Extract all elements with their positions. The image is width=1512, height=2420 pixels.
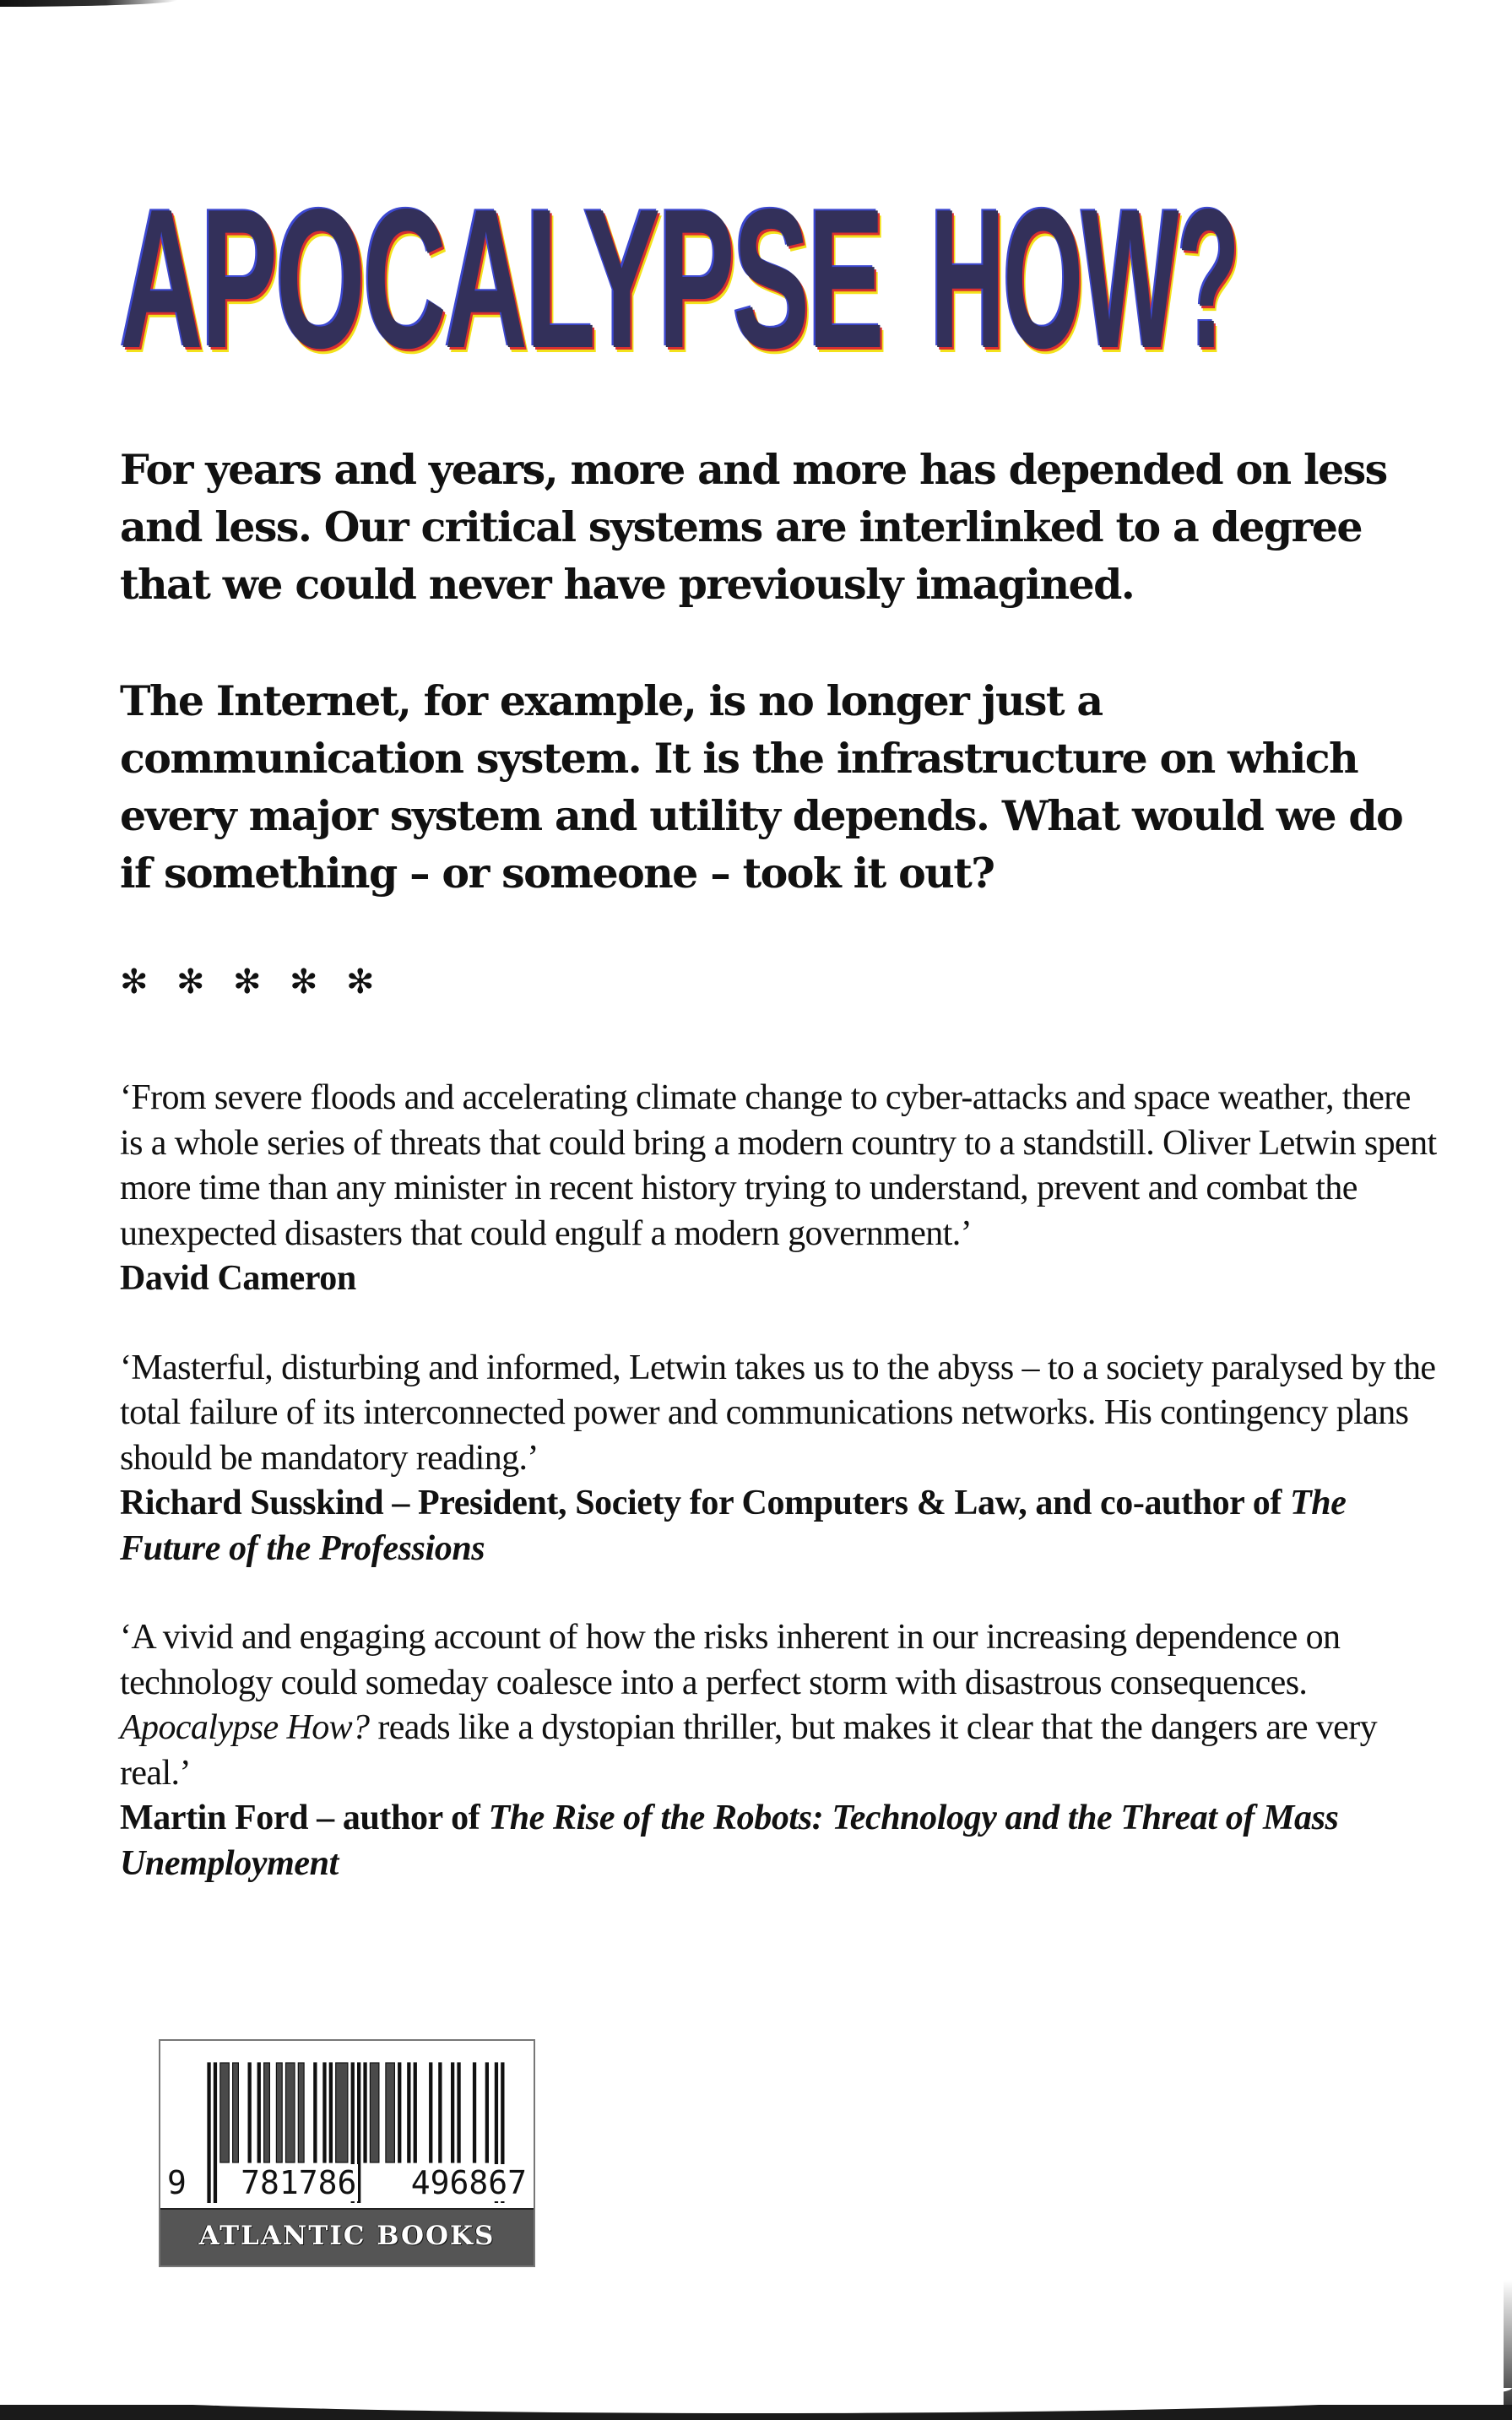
barcode-left-digits: 781786 (241, 2164, 357, 2201)
barcode-bar (248, 2063, 251, 2162)
back-cover-text-column (120, 441, 1437, 1886)
italic-title: Apocalypse How? (120, 1708, 370, 1747)
barcode-bar (276, 2063, 282, 2162)
barcode-bar (439, 2063, 442, 2162)
barcode-bar (452, 2063, 454, 2162)
intro-paragraph-2: The Internet, for example, is no longer just a communication system. It is the infrastructure on which every major system and utility depends. What would we do if something – or someone – took it out? (120, 676, 1403, 898)
barcode-bar (323, 2063, 326, 2162)
barcode-bar (257, 2063, 260, 2162)
barcode-bar (414, 2063, 416, 2162)
barcode-bar (485, 2063, 488, 2162)
isbn-barcode (159, 2039, 535, 2267)
page-edge-right (1504, 2280, 1512, 2420)
barcode-bar (233, 2063, 239, 2162)
barcode-bar (329, 2063, 332, 2162)
title-word-how: HOW? (930, 167, 1238, 389)
text-segment: ‘From severe floods and accelerating climate change to cyber-attacks and space weather, there is a whole series of threats that could bring a modern country to a standstill. Oliver Letwin spent more time than any minister in recent history trying to understand, prevent and combat the unexpected disasters that could engulf a modern government.’ (120, 1078, 1437, 1253)
asterisk-icon: ✻ (290, 963, 318, 1001)
barcode-bar (386, 2063, 395, 2162)
text-segment: Richard Susskind – President, Society for Computers & Law, and co-author of (120, 1484, 1291, 1522)
review-quote-ford (120, 1615, 1437, 1886)
page-edge-top (0, 0, 177, 7)
barcode-bar (286, 2063, 295, 2162)
text-segment: ‘A vivid and engaging account of how the risks inherent in our increasing dependence on technology could someday coalesce into a perfect storm with disastrous consequences. (120, 1618, 1341, 1702)
text-segment: reads like a dystopian thriller, but makes it clear that the dangers are very real.’ (120, 1708, 1378, 1793)
italic-title: The Future of the Professions (120, 1484, 1347, 1568)
asterisk-icon: ✻ (176, 963, 205, 1001)
barcode-lead-digit: 9 (167, 2164, 187, 2201)
barcode-bar (264, 2063, 270, 2162)
barcode-bar (458, 2063, 460, 2162)
barcode-bar (430, 2063, 432, 2162)
quote-attribution (120, 1256, 1437, 1302)
publisher-name: ATLANTIC BOOKS (160, 2208, 534, 2265)
barcode-bar (408, 2063, 410, 2162)
asterisk-icon: ✻ (233, 963, 262, 1001)
barcode-bar (336, 2063, 348, 2162)
section-separator (120, 961, 1437, 1003)
quote-attribution (120, 1481, 1437, 1571)
barcode-bar (364, 2063, 366, 2162)
book-title (120, 167, 1471, 389)
barcode-right-digits: 496867 (410, 2164, 527, 2201)
italic-title: The Rise of the Robots: Technology and the Threat of Mass Unemployment (120, 1799, 1339, 1883)
page-edge-bottom (0, 2405, 1512, 2420)
asterisk-icon: ✻ (346, 963, 375, 1001)
barcode-bar (474, 2063, 476, 2162)
text-segment: David Cameron (120, 1259, 356, 1298)
quote-text (120, 1346, 1437, 1482)
barcode-bar (298, 2063, 304, 2162)
review-quote-susskind (120, 1346, 1437, 1572)
quote-text (120, 1076, 1437, 1256)
review-quote-cameron (120, 1076, 1437, 1302)
quote-text (120, 1615, 1437, 1796)
barcode-digit-row (165, 2164, 528, 2203)
barcode-bar (314, 2063, 317, 2162)
text-segment: ‘Masterful, disturbing and informed, Letwin takes us to the abyss – to a society paralysed by the total failure of its interconnected power and communications networks. His contingency plans should be mandatory reading.’ (120, 1348, 1436, 1478)
quote-attribution (120, 1796, 1437, 1886)
barcode-bar (220, 2063, 230, 2162)
intro-paragraph-1: For years and years, more and more has depended on less and less. Our critical systems are interlinked to a degree that we could never have previously imagined. (120, 445, 1387, 609)
barcode-bar (370, 2063, 379, 2162)
text-segment: Martin Ford – author of (120, 1799, 489, 1837)
barcode-bar (398, 2063, 401, 2162)
asterisk-icon: ✻ (120, 963, 149, 1001)
title-word-apocalypse: APOCALYPSE (120, 167, 883, 389)
